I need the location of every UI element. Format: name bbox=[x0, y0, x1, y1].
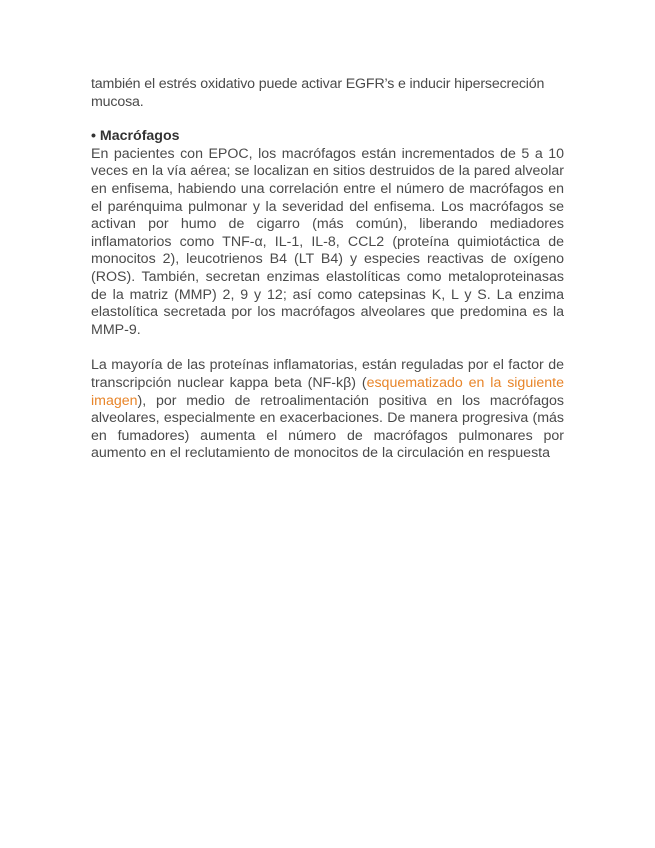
paragraph-text-before-link: La mayoría de las proteínas inflamatorias, están reguladas por el factor de transcripción nuclear kappa beta (NF-kβ) ( bbox=[91, 357, 564, 391]
paragraph-macrophages: En pacientes con EPOC, los macrófagos están incrementados de 5 a 10 veces en la vía aérea; se localizan en sitios destruidos de la pared alveolar en enfisema, habiendo una correlación entre el número de macrófagos en el parénquima pulmonar y la severidad del enfisema. Los macrófagos se activan por humo de cigarro (más común), liberando mediadores inflamatorios como TNF-α, IL-1, IL-8, CCL2 (proteína quimiotáctica de monocitos 2), leucotrienos B4 (LT B4) y especies reactivas de oxígeno (ROS). También, secretan enzimas elastolíticas como metaloproteinasas de la matriz (MMP) 2, 9 y 12; así como catepsinas K, L y S. La enzima elastolítica secretada por los macrófagos alveolares que predomina es la MMP-9. bbox=[91, 145, 564, 338]
schematic-image-link[interactable]: esquematizado en la siguiente imagen bbox=[91, 374, 564, 409]
paragraph-inflammatory-proteins bbox=[91, 357, 564, 463]
lead-paragraph: también el estrés oxidativo puede activar EGFR’s e inducir hipersecreción mucosa. bbox=[91, 76, 545, 110]
section-heading: • Macrófagos bbox=[91, 128, 180, 145]
document-body bbox=[91, 76, 564, 463]
paragraph-text-after-link: ), por medio de retroalimentación positiva en los macrófagos alveolares, especialmente en exacerbaciones. De manera progresiva (más en fumadores) aumenta el número de macrófagos pulmonares por aumento en el reclutamiento de monocitos de la circulación en respuesta bbox=[91, 392, 564, 462]
